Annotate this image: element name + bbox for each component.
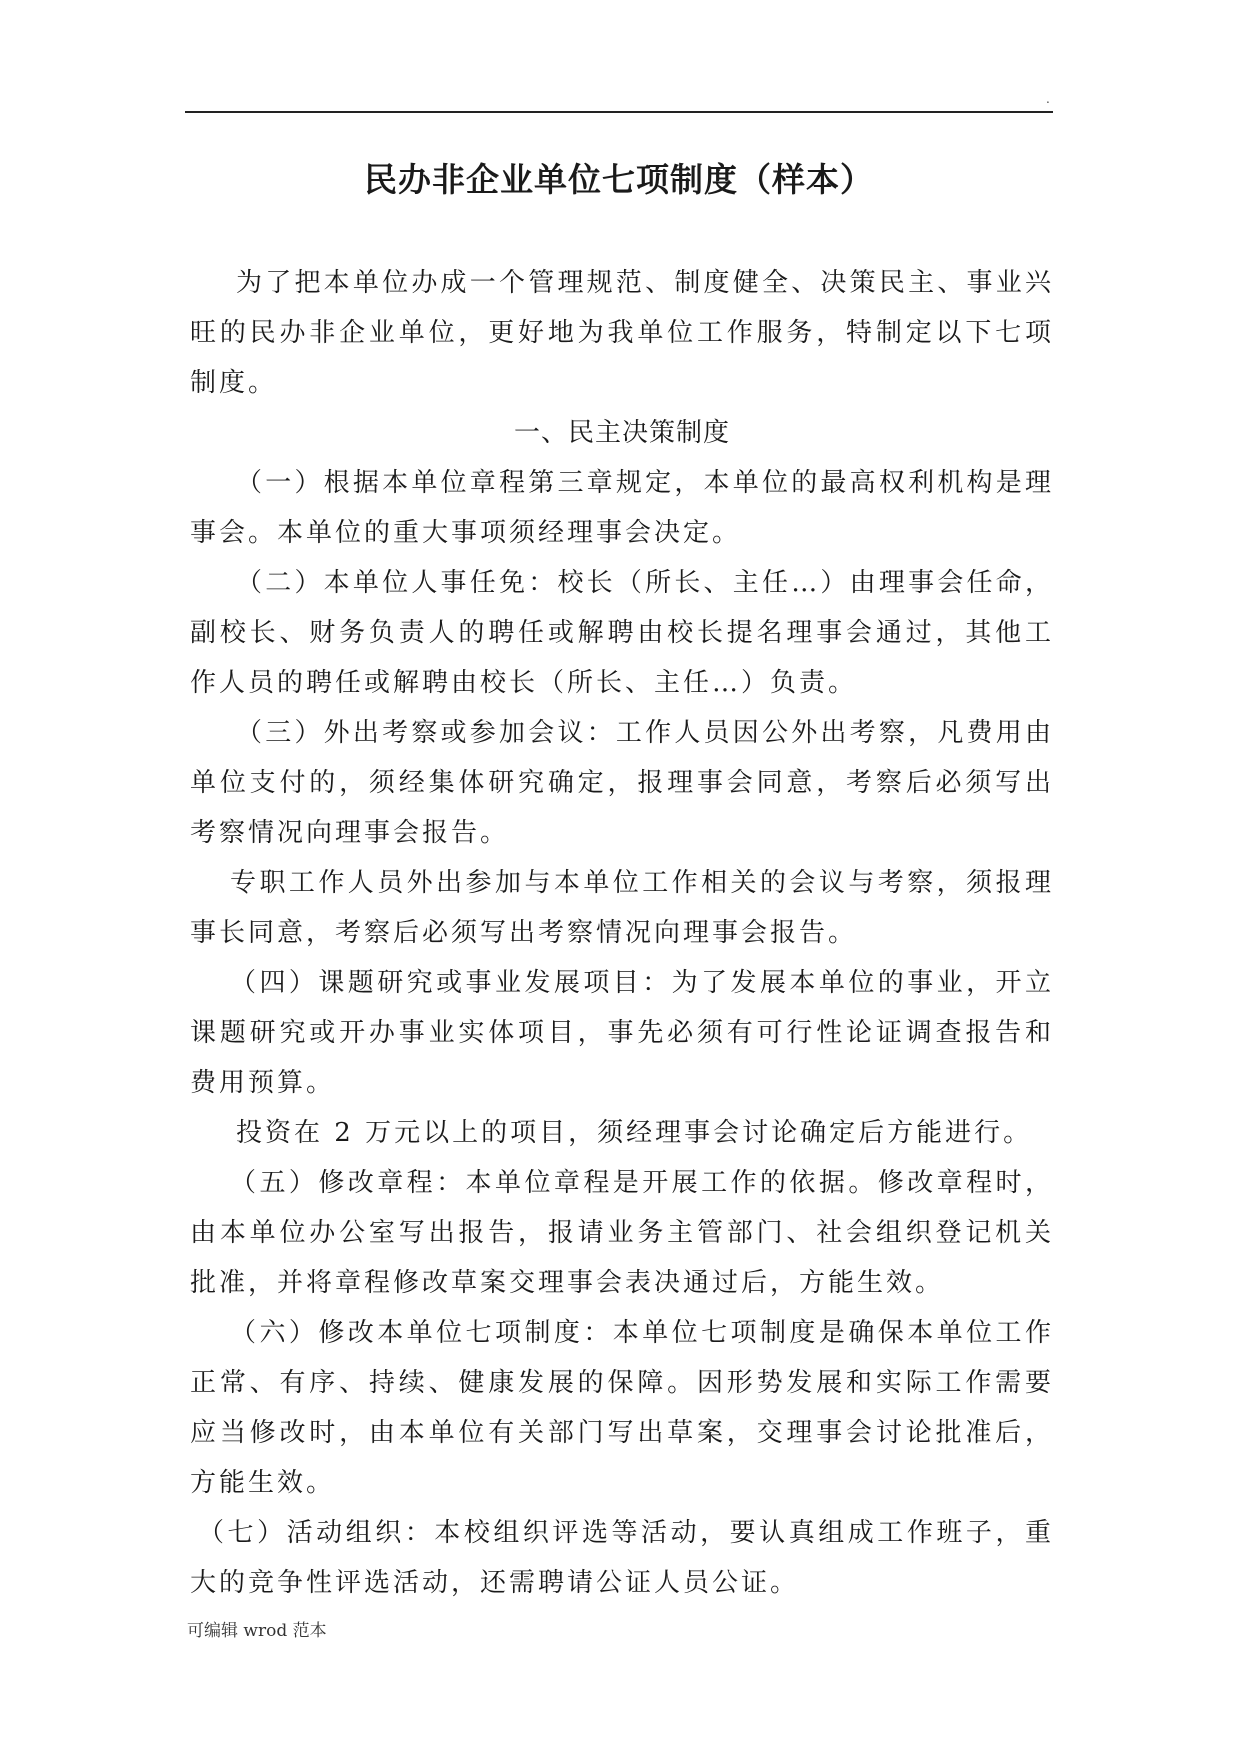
paragraph-1: （一）根据本单位章程第三章规定，本单位的最高权利机构是理事会。本单位的重大事项须经理事会决定。 (190, 468, 1054, 548)
paragraph-8: （六）修改本单位七项制度：本单位七项制度是确保本单位工作正常、有序、持续、健康发展的保障。因形势发展和实际工作需要应当修改时，由本单位有关部门写出草案，交理事会讨论批准后，方能生效。 (190, 1318, 1054, 1498)
header-rule (185, 111, 1053, 113)
header-mark: . (1046, 92, 1050, 106)
paragraph-2: （二）本单位人事任免：校长（所长、主任…）由理事会任命，副校长、财务负责人的聘任或解聘由校长提名理事会通过，其他工作人员的聘任或解聘由校长（所长、主任…）负责。 (190, 568, 1054, 698)
paragraph-3: （三）外出考察或参加会议：工作人员因公外出考察，凡费用由单位支付的，须经集体研究确定，报理事会同意，考察后必须写出考察情况向理事会报告。 (190, 718, 1054, 848)
paragraph-6: 投资在 2 万元以上的项目，须经理事会讨论确定后方能进行。 (236, 1118, 1033, 1148)
paragraph-9: （七）活动组织：本校组织评选等活动，要认真组成工作班子，重大的竞争性评选活动，还需聘请公证人员公证。 (190, 1518, 1054, 1598)
paragraph-4: 专职工作人员外出参加与本单位工作相关的会议与考察，须报理事长同意，考察后必须写出考察情况向理事会报告。 (190, 868, 1054, 948)
section-heading: 一、民主决策制度 (513, 418, 730, 448)
document-body (190, 258, 1054, 1608)
paragraph-7: （五）修改章程：本单位章程是开展工作的依据。修改章程时，由本单位办公室写出报告，报请业务主管部门、社会组织登记机关批准，并将章程修改草案交理事会表决通过后，方能生效。 (190, 1168, 1054, 1298)
intro-paragraph: 为了把本单位办成一个管理规范、制度健全、决策民主、事业兴旺的民办非企业单位，更好地为我单位工作服务，特制定以下七项制度。 (190, 268, 1054, 398)
paragraph-5: （四）课题研究或事业发展项目：为了发展本单位的事业，开立课题研究或开办事业实体项目，事先必须有可行性论证调查报告和费用预算。 (190, 968, 1054, 1098)
document-title: 民办非企业单位七项制度（样本） (364, 160, 874, 199)
footer-note: 可编辑 wrod 范本 (187, 1621, 327, 1641)
